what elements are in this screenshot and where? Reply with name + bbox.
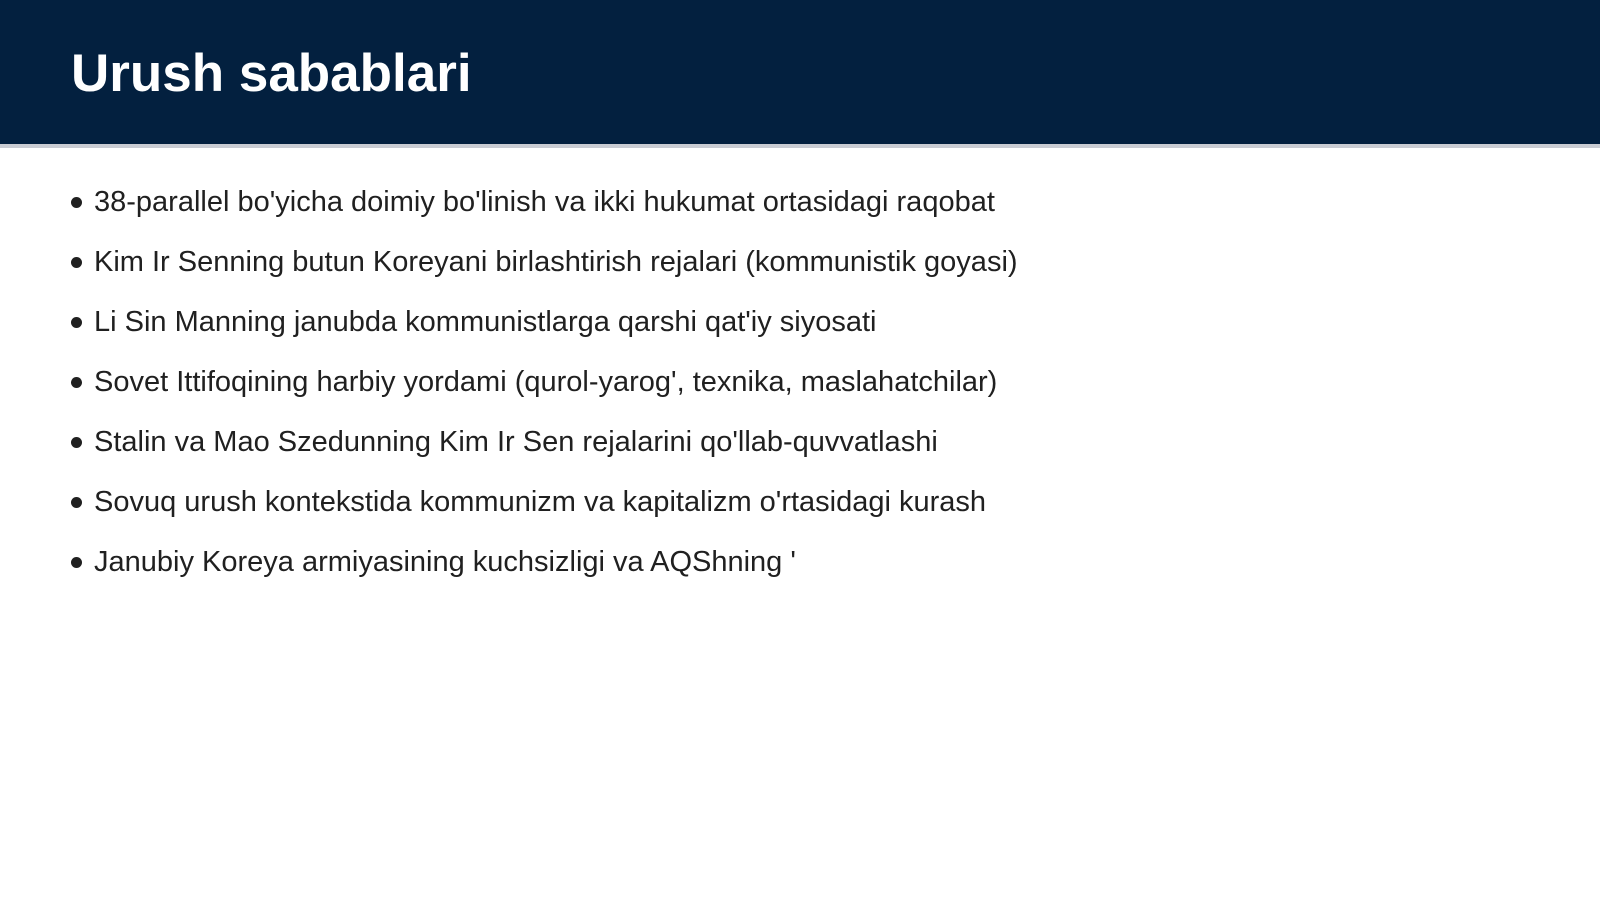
bullet-dot-icon (71, 437, 82, 448)
bullet-item (71, 172, 1551, 232)
bullet-item (71, 232, 1551, 292)
bullet-item (71, 412, 1551, 472)
bullet-text: Kim Ir Senning butun Koreyani birlashtirish rejalari (kommunistik goyasi) (94, 246, 1018, 278)
bullet-text: Stalin va Mao Szedunning Kim Ir Sen rejalarini qo'llab-quvvatlashi (94, 426, 938, 458)
bullet-item (71, 352, 1551, 412)
bullet-text: Sovuq urush kontekstida kommunizm va kapitalizm o'rtasidagi kurash (94, 486, 987, 518)
bullet-text: Sovet Ittifoqining harbiy yordami (qurol-yarog', texnika, maslahatchilar) (94, 366, 998, 398)
bullet-item (71, 532, 1551, 592)
bullet-dot-icon (71, 557, 82, 568)
bullet-list (71, 172, 1551, 592)
bullet-text: Janubiy Koreya armiyasining kuchsizligi va AQShning ' (94, 546, 796, 578)
bullet-dot-icon (71, 317, 82, 328)
bullet-text: 38-parallel bo'yicha doimiy bo'linish va ikki hukumat ortasidagi raqobat (94, 186, 995, 218)
bullet-item (71, 292, 1551, 352)
slide-header (0, 0, 1600, 148)
bullet-text: Li Sin Manning janubda kommunistlarga qarshi qat'iy siyosati (94, 306, 877, 338)
bullet-dot-icon (71, 257, 82, 268)
bullet-dot-icon (71, 377, 82, 388)
bullet-dot-icon (71, 197, 82, 208)
bullet-dot-icon (71, 497, 82, 508)
bullet-item (71, 472, 1551, 532)
slide-title: Urush sabablari (71, 44, 472, 103)
